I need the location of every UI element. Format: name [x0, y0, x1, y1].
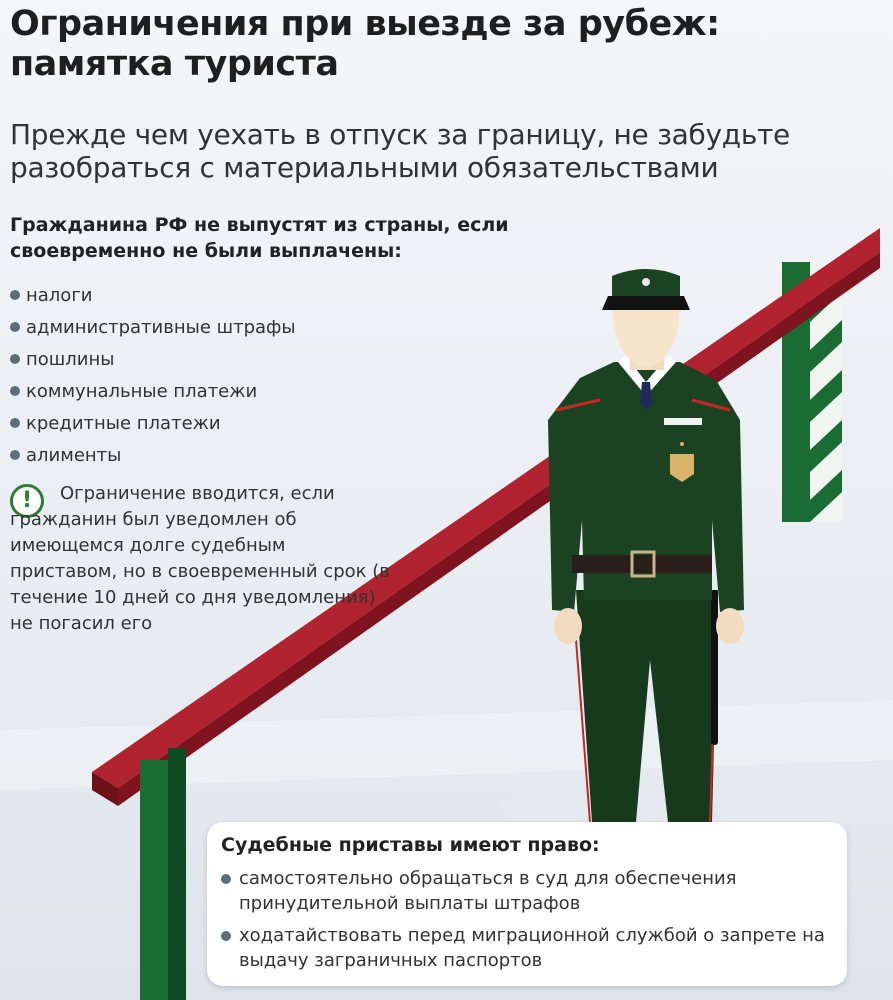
list-item: пошлины	[10, 344, 296, 376]
list-item: самостоятельно обращаться в суд для обеспечения принудительной выплаты штрафов	[221, 866, 833, 916]
bailiffs-heading: Судебные приставы имеют право:	[221, 834, 600, 856]
bullet-icon	[10, 322, 20, 332]
barrier-post-left	[140, 748, 186, 1000]
debts-list	[10, 280, 296, 472]
page-subtitle: Прежде чем уехать в отпуск за границу, не забудьте разобраться с материальными обязательствами	[10, 118, 790, 184]
list-item: ходатайствовать перед миграционной службой о запрете на выдачу заграничных паспортов	[221, 923, 833, 973]
list-item: административные штрафы	[10, 312, 296, 344]
bullet-icon	[10, 450, 20, 460]
bailiffs-rights-list	[221, 866, 833, 973]
list-item: алименты	[10, 440, 296, 472]
bullet-icon	[10, 418, 20, 428]
restriction-note: Ограничение вводится, если гражданин был уведомлен об имеющемся долге судебным приставом, но в своевременный срок (в течение 10 дней со дня уведомления) не погасил его	[10, 483, 390, 634]
bullet-icon	[221, 874, 231, 884]
bailiffs-rights-panel	[207, 822, 847, 986]
bullet-icon	[10, 290, 20, 300]
bullet-icon	[221, 931, 231, 941]
list-item: налоги	[10, 280, 296, 312]
page-title: Ограничения при выезде за рубеж: памятка туриста	[10, 4, 720, 84]
exclamation-circle-icon: !	[10, 484, 44, 518]
list-item: коммунальные платежи	[10, 376, 296, 408]
bullet-icon	[10, 386, 20, 396]
bullet-icon	[10, 354, 20, 364]
list-item: кредитные платежи	[10, 408, 296, 440]
debts-heading: Гражданина РФ не выпустят из страны, если своевременно не были выплачены:	[10, 214, 509, 262]
